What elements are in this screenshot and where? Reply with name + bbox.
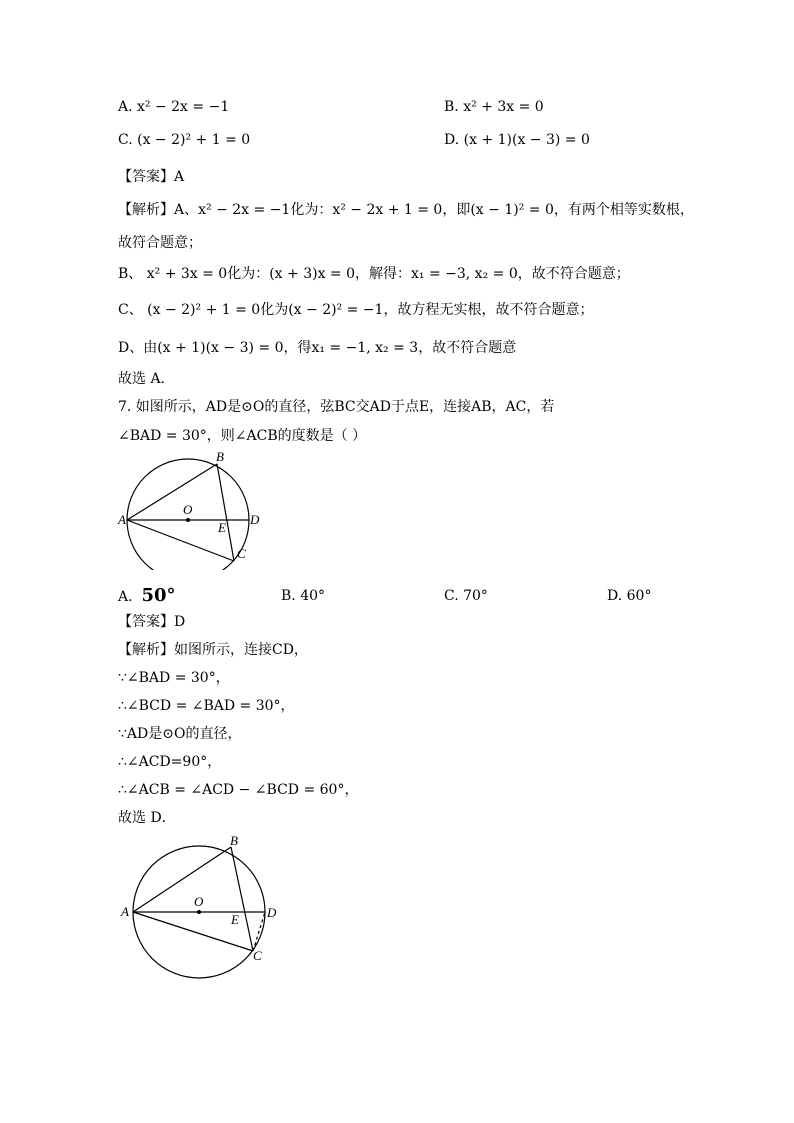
q6-analysis-line-6: 故选 A．	[118, 371, 175, 387]
chord-ab	[133, 847, 231, 912]
q7-solution-figure	[112, 834, 292, 984]
q7-analysis-line-2: ∵∠BAD = 30°，	[118, 670, 230, 686]
label-o: O	[194, 894, 204, 909]
label-a: A	[121, 904, 129, 919]
center-dot	[197, 910, 201, 914]
q6-answer: 【答案】A	[118, 169, 185, 185]
q7-option-b: B. 40°	[281, 588, 326, 604]
q7-analysis-line-4: ∵AD是⊙O的直径，	[118, 726, 242, 742]
label-d: D	[267, 905, 277, 920]
q6-option-c: C. (x − 2)² + 1 = 0	[118, 132, 251, 148]
label-b: B	[230, 834, 238, 848]
chord-cd-dashed	[253, 912, 265, 951]
q7-analysis-line-5: ∴∠ACD=90°，	[118, 754, 222, 770]
q7-option-a: A. 50°	[118, 585, 176, 606]
chord-bc	[217, 464, 234, 561]
q7-answer: 【答案】D	[118, 614, 186, 630]
q6-analysis-line-5: D、由(x + 1)(x − 3) = 0，得x₁ = −1, x₂ = 3，故不符合题意	[118, 340, 517, 356]
q7-stem-line-2: ∠BAD = 30°，则∠ACB的度数是（ ）	[118, 428, 367, 444]
q6-analysis-line-1: 【解析】A、x² − 2x = −1化为：x² − 2x + 1 = 0，即(x − 1)² = 0，有两个相等实数根，	[118, 202, 694, 218]
label-d: D	[250, 512, 260, 527]
q6-option-d: D. (x + 1)(x − 3) = 0	[444, 132, 590, 148]
label-o: O	[183, 502, 193, 517]
chord-ab	[127, 464, 217, 520]
center-dot	[186, 518, 190, 522]
label-e: E	[231, 912, 239, 927]
q7-analysis-line-1: 【解析】如图所示，连接CD，	[118, 642, 308, 658]
label-e: E	[218, 520, 226, 535]
q6-analysis-line-2: 故符合题意；	[118, 235, 202, 251]
q7-option-c: C. 70°	[444, 588, 488, 604]
q7-stem-line-1: 7. 如图所示，AD是⊙O的直径，弦BC交AD于点E，连接AB，AC，若	[118, 399, 555, 415]
q6-analysis-line-3: B、 x² + 3x = 0化为：(x + 3)x = 0，解得：x₁ = −3, x₂ = 0，故不符合题意；	[118, 266, 630, 282]
q6-option-b: B. x² + 3x = 0	[444, 99, 544, 115]
q7-analysis-line-3: ∴∠BCD = ∠BAD = 30°，	[118, 698, 295, 714]
q6-option-a: A. x² − 2x = −1	[118, 99, 230, 115]
label-c: C	[253, 948, 262, 963]
label-b: B	[216, 450, 224, 464]
label-a: A	[118, 512, 126, 527]
label-c: C	[237, 546, 246, 561]
q7-analysis-line-7: 故选 D．	[118, 810, 176, 826]
q7-figure	[112, 450, 282, 570]
q6-analysis-line-4: C、 (x − 2)² + 1 = 0化为(x − 2)² = −1，故方程无实根，故不符合题意；	[118, 302, 594, 318]
q7-option-d: D. 60°	[607, 588, 652, 604]
q7-analysis-line-6: ∴∠ACB = ∠ACD − ∠BCD = 60°，	[118, 782, 359, 798]
